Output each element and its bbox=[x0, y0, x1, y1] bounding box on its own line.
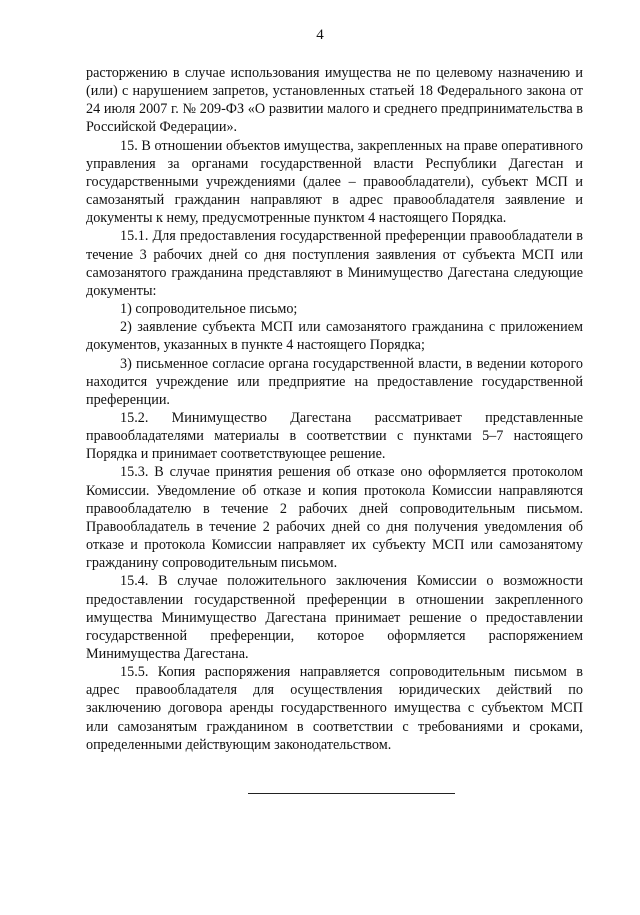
paragraph-continuation: расторжению в случае использования имущества не по целевому назначению и (или) с нарушением запретов, установленных статьей 18 Федерального закона от 24 июля 2007 г. № 209-ФЗ «О развитии малого и среднего предпринимательства в Российской Федерации». bbox=[86, 65, 583, 136]
document-body bbox=[86, 64, 583, 754]
page-number: 4 bbox=[316, 27, 324, 43]
paragraph-clause-15-4: 15.4. В случае положительного заключения Комиссии о возможности предоставлении государственной преференции в отношении закрепленного имущества Минимущество Дагестана принимает решение о предоставлении государственной преференции, которое оформляется распоряжением Минимущества Дагестана. bbox=[86, 573, 583, 662]
paragraph-clause-15-1: 15.1. Для предоставления государственной преференции правообладатели в течение 3 рабочих дней со дня поступления заявления от субъекта МСП или самозанятого гражданина представляют в Минимущество Дагестана следующие документы: bbox=[86, 228, 583, 299]
list-item-3: 3) письменное согласие органа государственной власти, в ведении которого находится учреждение или предприятие на предоставление государственной преференции. bbox=[86, 355, 583, 408]
list-item-2: 2) заявление субъекта МСП или самозанятого гражданина с приложением документов, указанных в пункте 4 настоящего Порядка; bbox=[86, 319, 583, 354]
paragraph-clause-15-3: 15.3. В случае принятия решения об отказе оно оформляется протоколом Комиссии. Уведомление об отказе и копия протокола Комиссии направляются правообладателю в течение 2 рабочих дней сопроводительным письмом. Правообладатель в течение 2 рабочих дней со дня получения уведомления об отказе и протокола Комиссии направляет их субъекту МСП или самозанятому гражданину сопроводительным письмом. bbox=[86, 464, 583, 572]
closing-divider bbox=[248, 793, 455, 794]
paragraph-clause-15-2: 15.2. Минимущество Дагестана рассматривает представленные правообладателями материалы в соответствии с пунктами 5–7 настоящего Порядка и принимает соответствующее решение. bbox=[86, 409, 583, 463]
list-item-1: 1) сопроводительное письмо; bbox=[120, 301, 298, 318]
paragraph-clause-15-5: 15.5. Копия распоряжения направляется сопроводительным письмом в адрес правообладателя для осуществления юридических действий по заключению договора аренды государственного имущества с субъектом МСП или самозанятым гражданином в соответствии с требованиями и сроками, определенными действующим законодательством. bbox=[86, 664, 583, 753]
paragraph-clause-15: 15. В отношении объектов имущества, закрепленных на праве оперативного управления за органами государственной власти Республики Дагестан и государственными учреждениями (далее – правообладатели), субъект МСП и самозанятый гражданин направляют в адрес правообладателя заявление и документы к нему, предусмотренные пунктом 4 настоящего Порядка. bbox=[86, 137, 583, 227]
